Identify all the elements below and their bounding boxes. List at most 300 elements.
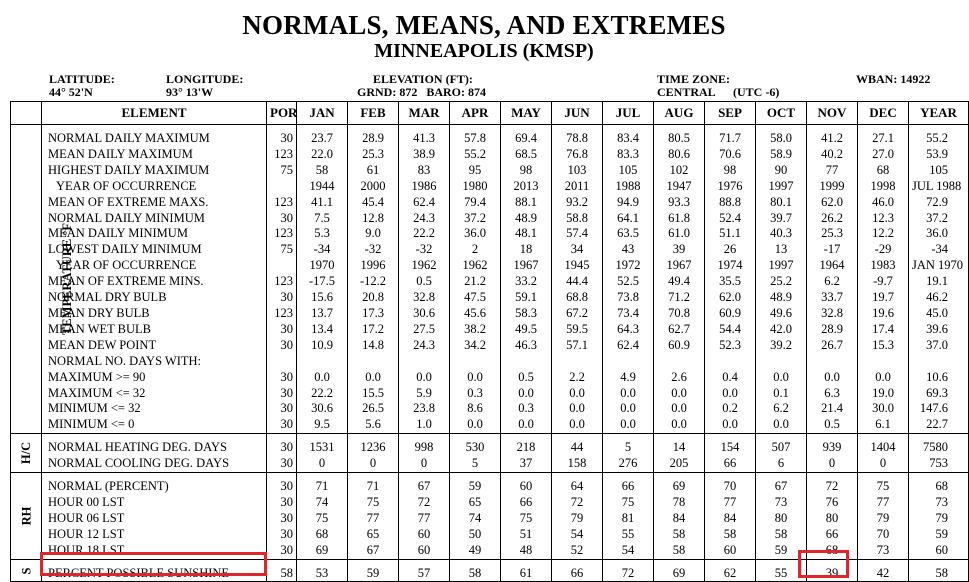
month-cell: 39.2 (756, 338, 807, 354)
element-cell: NORMAL DAILY MINIMUM (42, 211, 267, 227)
por-cell: 75 (267, 242, 297, 258)
month-cell: 58 (654, 527, 705, 543)
month-cell: 0.0 (654, 386, 705, 402)
month-cell: 98 (501, 163, 552, 179)
month-cell: 68 (807, 543, 858, 559)
month-cell: 0.0 (603, 417, 654, 433)
element-cell: YEAR OF OCCURRENCE (42, 258, 267, 274)
month-cell: 40.3 (756, 226, 807, 242)
month-cell: 64 (552, 479, 603, 495)
month-cell: 70 (705, 479, 756, 495)
month-cell: 6.2 (807, 274, 858, 290)
month-cell: 88.8 (705, 195, 756, 211)
month-cell: 205 (654, 456, 705, 472)
month-cell: 0.5 (807, 417, 858, 433)
month-cell: 46.3 (501, 338, 552, 354)
month-cell: 74 (297, 495, 348, 511)
month-cell: 0.3 (450, 386, 501, 402)
month-cell: 41.1 (297, 195, 348, 211)
month-cell: 68.5 (501, 147, 552, 163)
month-cell: 33.7 (807, 290, 858, 306)
month-cell: 38.2 (450, 322, 501, 338)
month-cell: 90 (756, 163, 807, 179)
por-cell: 30 (267, 131, 297, 147)
month-cell: 68 (297, 527, 348, 543)
column-header: APR (450, 102, 501, 125)
month-cell: 218 (501, 440, 552, 456)
month-cell: 49.6 (756, 306, 807, 322)
month-cell: 73 (858, 543, 909, 559)
month-cell: 0.0 (807, 370, 858, 386)
month-cell: 57.1 (552, 338, 603, 354)
month-cell: 17.3 (348, 306, 399, 322)
month-cell: 75 (858, 479, 909, 495)
month-cell: 1.0 (399, 417, 450, 433)
month-cell: 50 (450, 527, 501, 543)
month-cell: 12.3 (858, 211, 909, 227)
page-title: NORMALS, MEANS, AND EXTREMES (242, 10, 726, 40)
month-cell: 60.9 (705, 306, 756, 322)
month-cell: 62.4 (399, 195, 450, 211)
month-cell: 68.8 (552, 290, 603, 306)
column-header: AUG (654, 102, 705, 125)
month-cell: 5.6 (348, 417, 399, 433)
table-row (11, 258, 969, 274)
table-row (11, 163, 969, 179)
por-cell: 123 (267, 147, 297, 163)
month-cell: 70.8 (654, 306, 705, 322)
element-cell: NORMAL COOLING DEG. DAYS (42, 456, 267, 472)
element-cell: MEAN OF EXTREME MAXS. (42, 195, 267, 211)
month-cell: 1970 (297, 258, 348, 274)
month-cell: 154 (705, 440, 756, 456)
por-cell: 30 (267, 386, 297, 402)
table-row (11, 440, 969, 456)
month-cell: 84 (705, 511, 756, 527)
por-cell: 30 (267, 440, 297, 456)
month-cell: 73 (756, 495, 807, 511)
month-cell (348, 354, 399, 370)
month-cell: 78 (654, 495, 705, 511)
year-cell: 68 (909, 479, 969, 495)
month-cell: 530 (450, 440, 501, 456)
month-cell: 7.5 (297, 211, 348, 227)
month-cell: 71 (348, 479, 399, 495)
month-cell: 21.2 (450, 274, 501, 290)
element-cell: LOWEST DAILY MINIMUM (42, 242, 267, 258)
month-cell: 0.3 (501, 401, 552, 417)
month-cell: 58 (450, 566, 501, 582)
month-cell: 2 (450, 242, 501, 258)
month-cell: 1947 (654, 179, 705, 195)
month-cell: 25.2 (756, 274, 807, 290)
month-cell: 0 (348, 456, 399, 472)
year-cell: 60 (909, 543, 969, 559)
por-cell: 30 (267, 527, 297, 543)
month-cell: 1986 (399, 179, 450, 195)
table-row (11, 479, 969, 495)
month-cell: 1962 (450, 258, 501, 274)
month-cell: 65 (450, 495, 501, 511)
month-cell: 22.0 (297, 147, 348, 163)
month-cell: 2.2 (552, 370, 603, 386)
month-cell: 51 (501, 527, 552, 543)
por-cell: 30 (267, 417, 297, 433)
month-cell: 1945 (552, 258, 603, 274)
por-cell (267, 258, 297, 274)
month-cell (603, 354, 654, 370)
month-cell: 2.6 (654, 370, 705, 386)
timezone-label: TIME ZONE: (657, 72, 731, 86)
por-cell: 30 (267, 495, 297, 511)
month-cell: 55 (756, 566, 807, 582)
month-cell: 1998 (858, 179, 909, 195)
month-cell: 15.5 (348, 386, 399, 402)
column-header: MAY (501, 102, 552, 125)
table-row (11, 456, 969, 472)
section-label (11, 434, 42, 473)
month-cell: 1988 (603, 179, 654, 195)
month-cell: 52 (552, 543, 603, 559)
month-cell: 47.5 (450, 290, 501, 306)
element-cell: HOUR 06 LST (42, 511, 267, 527)
por-cell: 58 (267, 566, 297, 582)
year-cell: 147.6 (909, 401, 969, 417)
month-cell: 77 (348, 511, 399, 527)
month-cell: 73.8 (603, 290, 654, 306)
month-cell: 39 (807, 566, 858, 582)
table-row (11, 401, 969, 417)
month-cell: 0.0 (756, 417, 807, 433)
table-row (11, 386, 969, 402)
latitude-label: LATITUDE: (49, 72, 115, 86)
month-cell: 26 (705, 242, 756, 258)
month-cell: 0.0 (348, 370, 399, 386)
month-cell: 58 (756, 527, 807, 543)
month-cell: 26.2 (807, 211, 858, 227)
month-cell: 67 (399, 479, 450, 495)
month-cell: 102 (654, 163, 705, 179)
month-cell: 52.3 (705, 338, 756, 354)
month-cell: 0 (297, 456, 348, 472)
year-cell: JUL 1988 (909, 179, 969, 195)
month-cell: 19.6 (858, 306, 909, 322)
month-cell: 10.9 (297, 338, 348, 354)
table-row (11, 322, 969, 338)
element-cell: MEAN DRY BULB (42, 306, 267, 322)
month-cell: 54 (552, 527, 603, 543)
month-cell: 76.8 (552, 147, 603, 163)
month-cell: 45.4 (348, 195, 399, 211)
month-cell: 34 (552, 242, 603, 258)
month-cell: 59.1 (501, 290, 552, 306)
month-cell: 32.8 (399, 290, 450, 306)
month-cell: 60 (399, 543, 450, 559)
month-cell: 37 (501, 456, 552, 472)
month-cell: 0 (399, 456, 450, 472)
table-header-row (11, 102, 969, 125)
month-cell: 0.0 (552, 386, 603, 402)
month-cell: 103 (552, 163, 603, 179)
month-cell: 88.1 (501, 195, 552, 211)
month-cell: 30.6 (399, 306, 450, 322)
element-cell: MAXIMUM >= 90 (42, 370, 267, 386)
month-cell (756, 354, 807, 370)
month-cell: 57.4 (552, 226, 603, 242)
month-cell: 43 (603, 242, 654, 258)
month-cell: 49.4 (654, 274, 705, 290)
table-row (11, 495, 969, 511)
section-label-text: H/C (18, 442, 33, 465)
month-cell: 1531 (297, 440, 348, 456)
longitude-label: LONGITUDE: (166, 72, 244, 86)
element-cell: MINIMUM <= 0 (42, 417, 267, 433)
por-cell: 123 (267, 274, 297, 290)
month-cell: 0.5 (399, 274, 450, 290)
month-cell: 61 (348, 163, 399, 179)
month-cell: 1404 (858, 440, 909, 456)
element-cell: PERCENT POSSIBLE SUNSHINE (42, 566, 267, 582)
month-cell: 65 (348, 527, 399, 543)
month-cell: 507 (756, 440, 807, 456)
element-cell: MINIMUM <= 32 (42, 401, 267, 417)
table-row (11, 131, 969, 147)
element-cell: NORMAL HEATING DEG. DAYS (42, 440, 267, 456)
month-cell: 33.2 (501, 274, 552, 290)
month-cell: 58.8 (552, 211, 603, 227)
month-cell: 0 (858, 456, 909, 472)
month-cell: 0.2 (705, 401, 756, 417)
month-cell: 14 (654, 440, 705, 456)
month-cell: 32.8 (807, 306, 858, 322)
month-cell: 72 (399, 495, 450, 511)
table-row (11, 354, 969, 370)
por-cell: 30 (267, 511, 297, 527)
month-cell: 62.7 (654, 322, 705, 338)
month-cell: 2013 (501, 179, 552, 195)
month-cell: 23.8 (399, 401, 450, 417)
month-cell: 25.3 (348, 147, 399, 163)
month-cell: 9.5 (297, 417, 348, 433)
section-label (11, 473, 42, 560)
month-cell: 9.0 (348, 226, 399, 242)
por-cell: 30 (267, 456, 297, 472)
por-cell (267, 179, 297, 195)
month-cell: 0.0 (501, 386, 552, 402)
month-cell: 83.4 (603, 131, 654, 147)
timezone-value: CENTRAL (UTC -6) (657, 85, 780, 99)
month-cell: 39 (654, 242, 705, 258)
month-cell: 105 (603, 163, 654, 179)
element-cell: YEAR OF OCCURRENCE (42, 179, 267, 195)
month-cell: 37.2 (450, 211, 501, 227)
month-cell: -9.7 (858, 274, 909, 290)
section-label-text: TEMPERATURE °F (60, 223, 75, 336)
month-cell: 66 (603, 479, 654, 495)
column-header: YEAR (909, 102, 969, 125)
month-cell: 27.1 (858, 131, 909, 147)
month-cell: 60 (399, 527, 450, 543)
month-cell: 58.0 (756, 131, 807, 147)
year-cell: 72.9 (909, 195, 969, 211)
element-cell: NORMAL NO. DAYS WITH: (42, 354, 267, 370)
month-cell: 52.5 (603, 274, 654, 290)
longitude-value: 93° 13'W (166, 85, 214, 99)
por-cell: 123 (267, 195, 297, 211)
month-cell: -17.5 (297, 274, 348, 290)
element-cell: NORMAL (PERCENT) (42, 479, 267, 495)
month-cell: 0.4 (705, 370, 756, 386)
month-cell: 27.5 (399, 322, 450, 338)
section-label (11, 559, 42, 582)
month-cell: 71.7 (705, 131, 756, 147)
month-cell (501, 354, 552, 370)
year-cell: -34 (909, 242, 969, 258)
section-label (11, 125, 75, 434)
month-cell: 19.0 (858, 386, 909, 402)
month-cell: 0.0 (858, 370, 909, 386)
month-cell: 75 (501, 511, 552, 527)
month-cell: 1944 (297, 179, 348, 195)
month-cell: 12.8 (348, 211, 399, 227)
latitude-value: 44° 52'N (49, 85, 93, 99)
month-cell: 1980 (450, 179, 501, 195)
month-cell: 77 (705, 495, 756, 511)
por-cell: 30 (267, 479, 297, 495)
month-cell: 1996 (348, 258, 399, 274)
month-cell: 55.2 (450, 147, 501, 163)
year-cell: 59 (909, 527, 969, 543)
year-cell: 22.7 (909, 417, 969, 433)
month-cell: 49 (450, 543, 501, 559)
month-cell: 51.1 (705, 226, 756, 242)
year-cell: 69.3 (909, 386, 969, 402)
month-cell: 77 (399, 511, 450, 527)
year-cell (909, 354, 969, 370)
month-cell: 62.4 (603, 338, 654, 354)
month-cell: 75 (348, 495, 399, 511)
month-cell: 80 (807, 511, 858, 527)
year-cell: 37.0 (909, 338, 969, 354)
month-cell: 2000 (348, 179, 399, 195)
column-header: FEB (348, 102, 399, 125)
column-header: JAN (297, 102, 348, 125)
month-cell: 60 (705, 543, 756, 559)
month-cell: 60 (501, 479, 552, 495)
month-cell: 998 (399, 440, 450, 456)
month-cell: 69 (297, 543, 348, 559)
month-cell: 0.0 (705, 417, 756, 433)
month-cell: 72 (552, 495, 603, 511)
por-cell: 75 (267, 163, 297, 179)
month-cell: -34 (297, 242, 348, 258)
month-cell (297, 354, 348, 370)
month-cell: 34.2 (450, 338, 501, 354)
november-sunshine-highlight (798, 550, 849, 578)
month-cell: 28.9 (348, 131, 399, 147)
element-cell: MAXIMUM <= 32 (42, 386, 267, 402)
month-cell: 69.4 (501, 131, 552, 147)
month-cell: 54 (603, 543, 654, 559)
month-cell: 42.0 (756, 322, 807, 338)
year-cell: 55.2 (909, 131, 969, 147)
month-cell: 71 (297, 479, 348, 495)
normals-table (10, 101, 969, 582)
month-cell: 23.7 (297, 131, 348, 147)
month-cell: 0.0 (552, 417, 603, 433)
table-row (11, 511, 969, 527)
month-cell: 38.9 (399, 147, 450, 163)
table-row (11, 290, 969, 306)
month-cell: 30.6 (297, 401, 348, 417)
month-cell: 17.4 (858, 322, 909, 338)
month-cell: 1962 (399, 258, 450, 274)
month-cell: 79.4 (450, 195, 501, 211)
month-cell: 24.3 (399, 211, 450, 227)
month-cell: 13.7 (297, 306, 348, 322)
month-cell (399, 354, 450, 370)
month-cell: 64.1 (603, 211, 654, 227)
month-cell: 55 (603, 527, 654, 543)
month-cell: -17 (807, 242, 858, 258)
month-cell: 22.2 (399, 226, 450, 242)
por-cell: 30 (267, 338, 297, 354)
por-cell: 30 (267, 290, 297, 306)
element-cell: MEAN DAILY MAXIMUM (42, 147, 267, 163)
table-row (11, 417, 969, 433)
month-cell: 59 (756, 543, 807, 559)
month-cell: 0.0 (501, 417, 552, 433)
month-cell: 1972 (603, 258, 654, 274)
month-cell: 1967 (654, 258, 705, 274)
month-cell: 5.9 (399, 386, 450, 402)
page-subtitle: MINNEAPOLIS (KMSP) (374, 40, 594, 62)
month-cell: 35.5 (705, 274, 756, 290)
month-cell: 40.2 (807, 147, 858, 163)
month-cell (807, 354, 858, 370)
month-cell: 59 (450, 479, 501, 495)
month-cell: 60.9 (654, 338, 705, 354)
month-cell: 72 (807, 479, 858, 495)
month-cell: 95 (450, 163, 501, 179)
month-cell: 80.6 (654, 147, 705, 163)
month-cell: 39.7 (756, 211, 807, 227)
year-cell: 105 (909, 163, 969, 179)
table-row (11, 226, 969, 242)
month-cell: 1999 (807, 179, 858, 195)
month-cell: 0.0 (603, 401, 654, 417)
month-cell: 53 (297, 566, 348, 582)
month-cell: 74 (450, 511, 501, 527)
por-cell: 123 (267, 226, 297, 242)
element-cell: MEAN WET BULB (42, 322, 267, 338)
column-header: SEP (705, 102, 756, 125)
month-cell: 1983 (858, 258, 909, 274)
por-cell: 30 (267, 211, 297, 227)
month-cell: 69 (654, 479, 705, 495)
month-cell: 67 (756, 479, 807, 495)
column-header: DEC (858, 102, 909, 125)
month-cell: 5.3 (297, 226, 348, 242)
elevation-value: GRND: 872 BARO: 874 (357, 85, 486, 99)
month-cell: 0.0 (756, 370, 807, 386)
section-header-blank (11, 102, 42, 125)
month-cell: 6.2 (756, 401, 807, 417)
element-cell: MEAN DAILY MINIMUM (42, 226, 267, 242)
month-cell: 8.6 (450, 401, 501, 417)
month-cell: 83.3 (603, 147, 654, 163)
month-cell: 14.8 (348, 338, 399, 354)
